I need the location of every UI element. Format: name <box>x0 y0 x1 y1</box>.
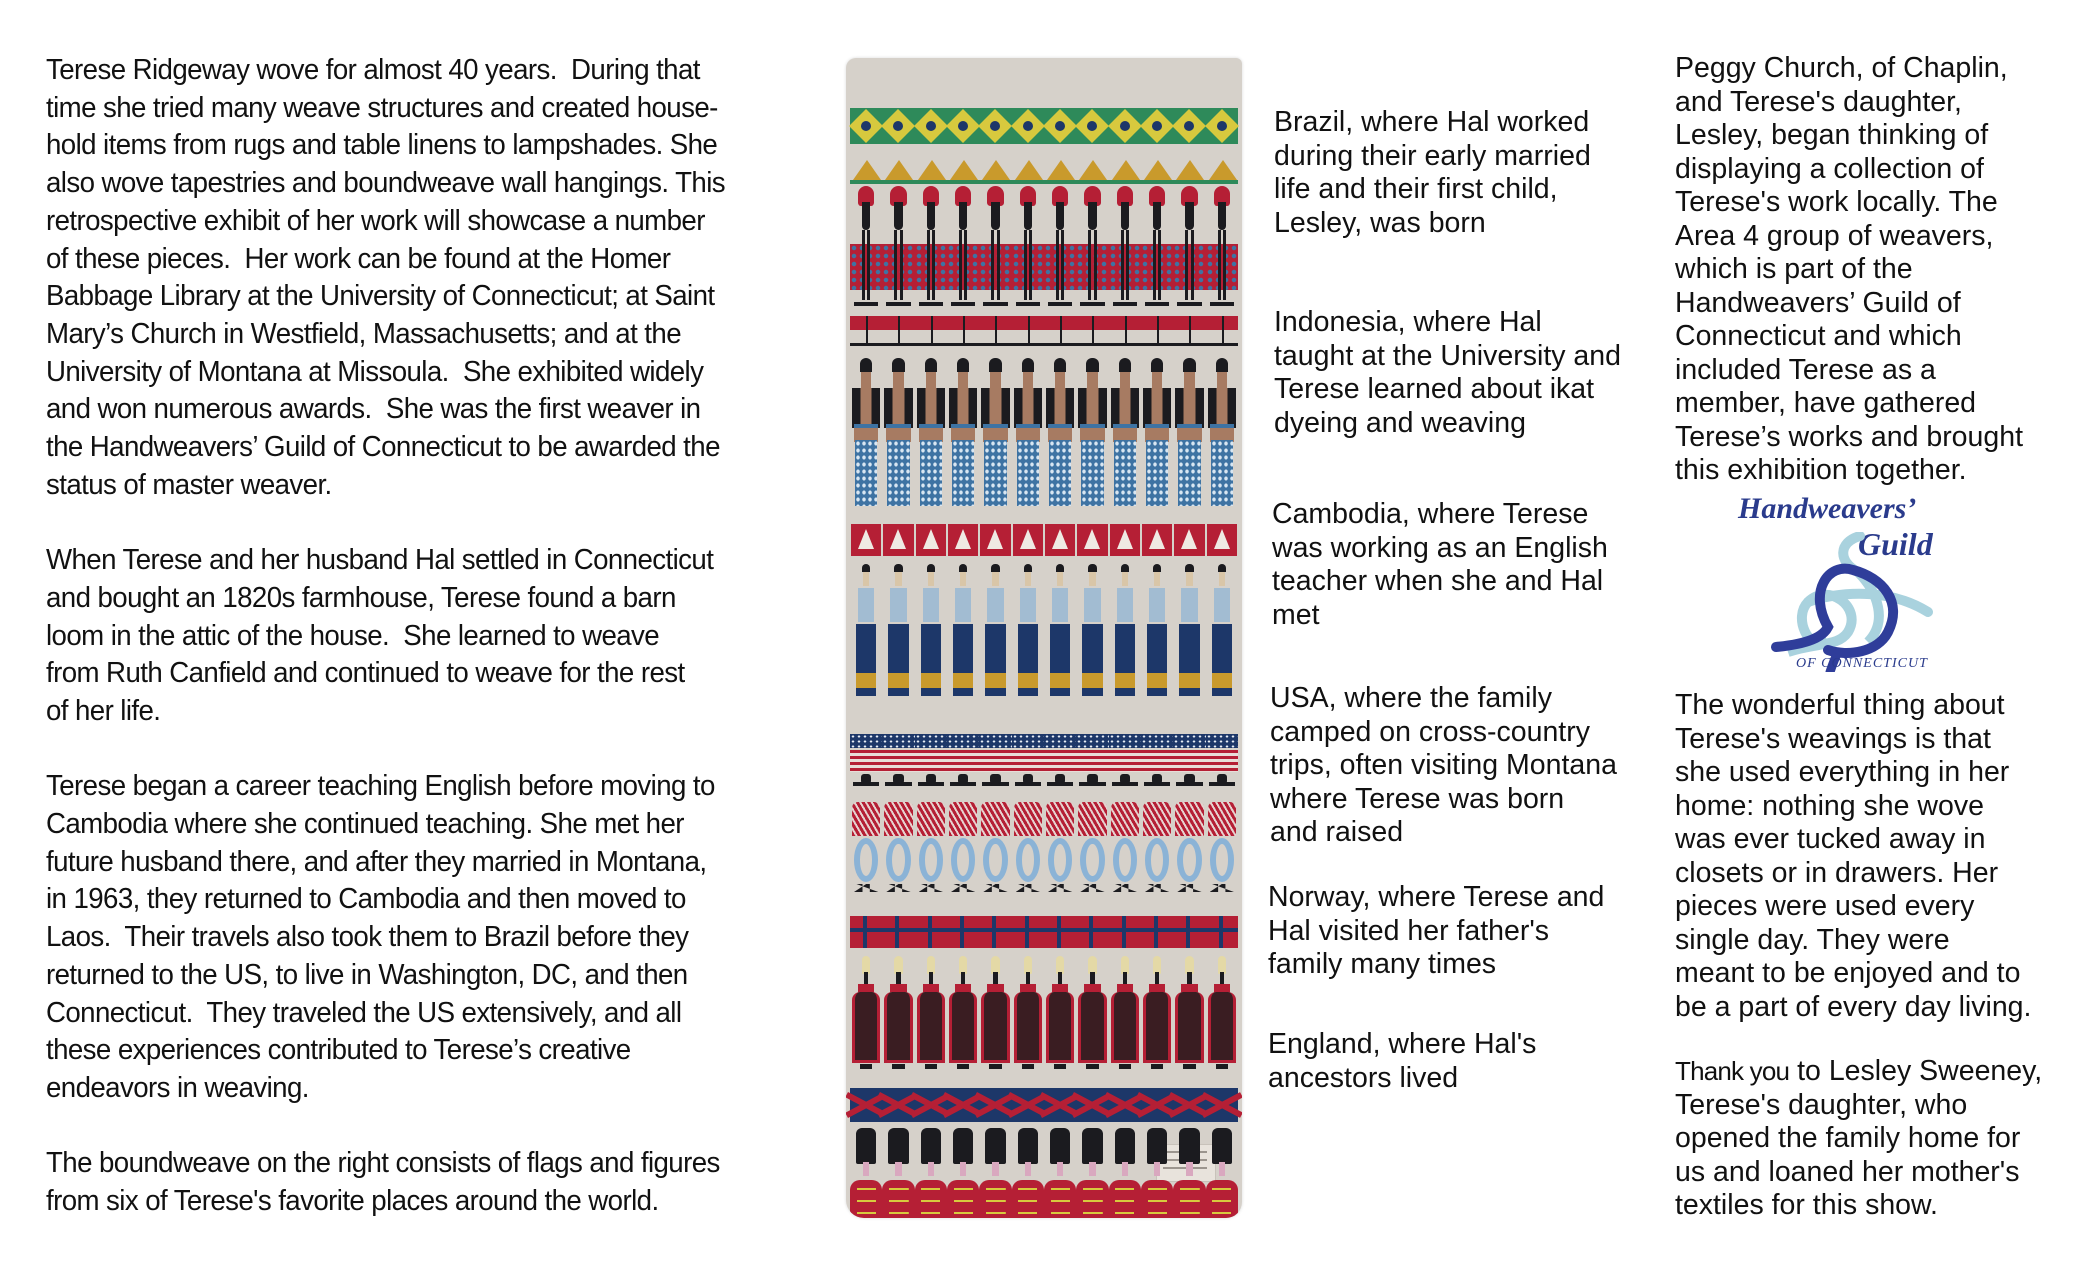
text-line: she used everything in her <box>1675 756 2010 788</box>
text-line: USA, where the family <box>1270 682 1552 714</box>
text-line: dyeing and weaving <box>1274 406 1526 439</box>
thank-you-paragraph <box>1675 1055 2075 1223</box>
text-line: time she tried many weave structures and created house- <box>46 91 718 124</box>
text-line: Cambodia, where Terese <box>1272 498 1589 530</box>
text-line: Peggy Church, of Chaplin, <box>1675 52 2008 84</box>
text-line: Terese’s works and brought <box>1675 420 2023 453</box>
text-line: also wove tapestries and boundweave wall hangings. This <box>46 167 726 200</box>
text-line: of her life. <box>46 694 161 727</box>
text-line: displaying a collection of <box>1675 152 1984 185</box>
brazil-figures-band <box>850 186 1238 306</box>
text-line: Connecticut and which <box>1675 320 1962 352</box>
text-line: these experiences contributed to Terese’s creative <box>46 1034 631 1067</box>
thank-you-prefix: Thank you <box>1675 1056 1790 1086</box>
rope-knot-icon <box>1768 532 1948 672</box>
text-line: loom in the attic of the house. She learned to weave <box>46 619 660 652</box>
text-line: included Terese as a <box>1675 353 1936 386</box>
indonesia-flag-band <box>850 316 1238 348</box>
logo-line-of-connecticut: OF CONNECTICUT <box>1796 656 1928 671</box>
text-line: and raised <box>1270 816 1404 848</box>
text-line: Terese's work locally. The <box>1675 186 1998 218</box>
text-line: closets or in drawers. Her <box>1675 856 1999 889</box>
text-line: camped on cross-country <box>1270 715 1590 748</box>
text-line: Lesley, began thinking of <box>1675 119 1989 151</box>
paragraph <box>46 542 783 731</box>
text-line: Laos. Their travels also took them to Brazil before they <box>46 921 689 954</box>
text-line: Lesley, was born <box>1274 206 1486 239</box>
text-line: was ever tucked away in <box>1675 823 1986 855</box>
text-line: University of Montana at Missoula. She exhibited widely <box>46 355 704 388</box>
paragraph <box>46 1145 783 1220</box>
place-caption-england <box>1268 1028 1536 1095</box>
place-caption-cambodia <box>1272 498 1608 632</box>
text-line: taught at the University and <box>1274 339 1621 372</box>
text-line: meant to be enjoyed and to <box>1675 957 2021 989</box>
uk-flag-band <box>850 1088 1238 1122</box>
place-caption-norway <box>1268 881 1604 982</box>
exhibit-description <box>46 52 783 1258</box>
text-line: opened the family home for <box>1675 1122 2021 1154</box>
text-line: Connecticut. They traveled the US extensively, and all <box>46 996 682 1029</box>
wonderful-thing-paragraph <box>1675 689 2075 1024</box>
text-line: Cambodia where she continued teaching. She met her <box>46 808 684 841</box>
text-line: Hal visited her father's <box>1268 914 1550 947</box>
curators-note <box>1675 52 2075 488</box>
text-line: Terese's weavings is that <box>1675 722 1991 755</box>
text-line: Brazil, where Hal worked <box>1274 106 1590 138</box>
text-line: member, have gathered <box>1675 387 1977 419</box>
cambodia-figures-band <box>850 564 1238 714</box>
text-line: England, where Hal's <box>1268 1028 1537 1060</box>
text-line: Area 4 group of weavers, <box>1675 219 1994 252</box>
text-line: met <box>1272 598 1320 631</box>
logo-line-guild: Guild <box>1858 526 1933 562</box>
indonesia-figures-band <box>850 358 1238 518</box>
text-line: and won numerous awards. She was the first weaver in <box>46 393 701 426</box>
text-line: textiles for this show. <box>1675 1189 1938 1221</box>
cambodia-flag-band <box>850 524 1238 556</box>
boundweave-tapestry-image <box>846 58 1242 1218</box>
text-line: where Terese was born <box>1270 782 1565 815</box>
logo-line-handweavers: Handweavers’ <box>1738 492 1917 525</box>
place-caption-usa <box>1270 682 1617 850</box>
text-line: trips, often visiting Montana <box>1270 749 1617 781</box>
text-line: Norway, where Terese and <box>1268 881 1605 913</box>
text-line: be a part of every day living. <box>1675 990 2032 1023</box>
paragraph <box>46 768 783 1107</box>
text-line: Terese learned about ikat <box>1274 373 1595 405</box>
text-line: us and loaned her mother's <box>1675 1155 2020 1188</box>
text-line: Terese Ridgeway wove for almost 40 years. During that <box>46 54 700 86</box>
text-line: of these pieces. Her work can be found at the Homer <box>46 242 671 275</box>
text-line: Handweavers’ Guild of <box>1675 286 1961 319</box>
text-line: ancestors lived <box>1268 1061 1459 1094</box>
england-figures-band <box>850 1128 1238 1218</box>
text-line: retrospective exhibit of her work will showcase a number <box>46 204 705 237</box>
norway-flag-band <box>850 916 1238 952</box>
text-line: future husband there, and after they married in Montana, <box>46 845 707 878</box>
text-line: family many times <box>1268 948 1497 980</box>
text-line: Terese began a career teaching English before moving to <box>46 770 715 803</box>
text-line: and Terese's daughter, <box>1675 85 1962 118</box>
text-line: hold items from rugs and table linens to lampshades. She <box>46 129 718 162</box>
usa-flag-band <box>850 734 1238 786</box>
text-line: The wonderful thing about <box>1675 689 2005 721</box>
text-line: in 1963, they returned to Cambodia and then moved to <box>46 883 686 916</box>
text-line: pieces were used every <box>1675 890 1975 922</box>
gold-triangles-band <box>850 158 1238 184</box>
text-line: home: nothing she wove <box>1675 789 1984 822</box>
text-line: from Ruth Canfield and continued to weave for the rest <box>46 657 685 690</box>
text-line: and bought an 1820s farmhouse, Terese found a barn <box>46 581 676 614</box>
norway-figures-band <box>850 956 1238 1086</box>
text-line: which is part of the <box>1675 253 1913 285</box>
handweavers-guild-logo <box>1738 492 1978 682</box>
text-line: returned to the US, to live in Washington, DC, and then <box>46 958 688 991</box>
text-line: The boundweave on the right consists of flags and figures <box>46 1147 720 1180</box>
text-line: When Terese and her husband Hal settled in Connecticut <box>46 544 714 577</box>
place-caption-brazil <box>1274 106 1591 240</box>
brazil-flag-band <box>850 108 1238 144</box>
text-line: teacher when she and Hal <box>1272 565 1604 597</box>
text-span: to Lesley Sweeney, <box>1789 1055 2043 1087</box>
text-line: was working as an English <box>1272 531 1608 564</box>
text-line: endeavors in weaving. <box>46 1071 309 1104</box>
text-line <box>1675 1055 2075 1089</box>
text-line: single day. They were <box>1675 923 1950 956</box>
text-line: during their early married <box>1274 139 1591 172</box>
text-line: life and their first child, <box>1274 173 1558 205</box>
text-line: Terese's daughter, who <box>1675 1088 1968 1121</box>
text-line: status of master weaver. <box>46 468 332 501</box>
text-line: from six of Terese's favorite places around the world. <box>46 1185 659 1218</box>
place-caption-indonesia <box>1274 306 1621 440</box>
text-line: Mary’s Church in Westfield, Massachusetts; and at the <box>46 317 681 350</box>
text-line: this exhibition together. <box>1675 454 1967 486</box>
text-line: Indonesia, where Hal <box>1274 306 1542 338</box>
paragraph <box>46 52 783 504</box>
text-line: the Handweavers’ Guild of Connecticut to be awarded the <box>46 431 720 464</box>
text-line: Babbage Library at the University of Connecticut; at Saint <box>46 280 715 313</box>
